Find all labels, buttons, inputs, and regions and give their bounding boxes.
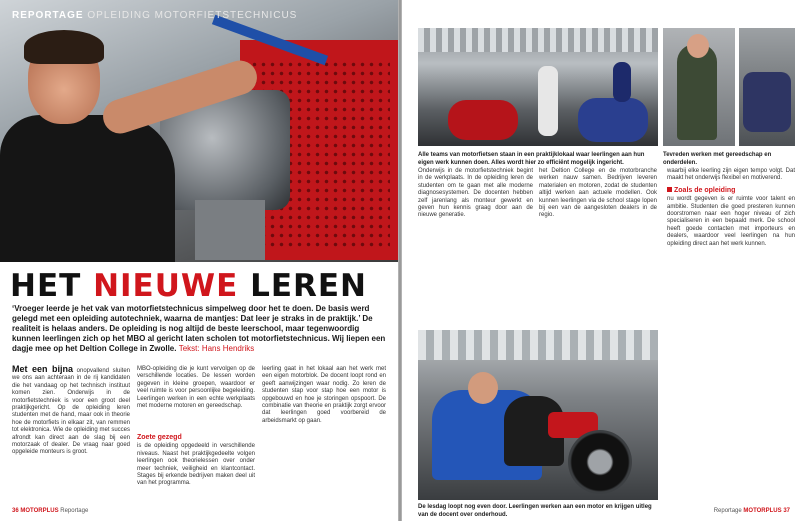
- motorcycle-detail: [743, 72, 791, 132]
- right-column-1: [418, 168, 533, 220]
- red-motorcycle: [448, 100, 518, 140]
- folio-right-section: Reportage: [713, 508, 742, 514]
- body-column-2b: [137, 430, 255, 488]
- motorcycle-wheel: [568, 430, 632, 494]
- folio-left-mag: MOTORPLUS: [20, 508, 59, 514]
- headline-word-1: HET: [10, 268, 82, 304]
- body-text-1: onopvallend sluiten we ons aan achteraan in de rij kandidaten die het vandaag op het technisch instituut komen zien. Onderwijs in de motorfietstechniek is voor een groot deel praktijkgericht. Op de opleiding leren studenten met de hand, maar ook in theorie hoe de motorfiets in elkaar zit, van remmen tot elektronica. Wie de opleiding met succes afrondt kan direct aan de slag bij een motorzaak of dealer. De vraag naar goed opgeleide monteurs is groot.: [12, 368, 130, 456]
- intro-text: ‘Vroeger leerde je het vak van motorfietstechnicus simpelweg door het te doen. De basis werd gelegd met een opleiding autotechniek, waarna de mantjes: Dat leer je straks in de praktijk.’ De realiteit is helaas anders. De opleiding is nog altijd de beste leerschool, maar tegenwoordig kunnen leerlingen zich op het MBO al gericht laten scholen tot motorfietstechnicus. Wij liepen een dagje mee op het Deltion College in Zwolle.: [12, 304, 386, 353]
- section-kicker: [12, 10, 297, 21]
- intro-paragraph: [12, 304, 387, 354]
- right-text-3b: nu wordt gegeven is er ruimte voor talent en ambitie. Studenten die goed presteren kunnen doorstromen naar een hoger niveau of zich specialiseren in een bepaald merk. De school heeft goede contacten met importeurs en dealers, waardoor veel leerlingen na hun opleiding direct aan het werk kunnen.: [667, 196, 795, 247]
- student-hair: [24, 30, 104, 64]
- blue-motorcycle: [578, 98, 648, 142]
- right-text-1: Onderwijs in de motorfietstechniek begint in de werkplaats. In de opleiding leren de studenten om te gaan met alle moderne diagnosesystemen. De docenten hebben zelf jarenlang als monteur gewerkt en geven hun kennis graag door aan de nieuwe generatie.: [418, 168, 533, 219]
- right-text-3: waarbij elke leerling zijn eigen tempo volgt. Dat maakt het onderwijs flexibel en motiverend.: [667, 168, 795, 182]
- teacher-figure: [538, 66, 558, 136]
- body-column-2: [137, 366, 255, 410]
- student-body: [0, 115, 175, 262]
- worker-head: [687, 34, 709, 58]
- folio-right-number: 37: [783, 508, 790, 514]
- folio-left-number: 36: [12, 508, 19, 514]
- body-column-1: [12, 366, 130, 457]
- right-column-2: [539, 168, 657, 220]
- right-column-3: [667, 168, 795, 248]
- engine-stand: [195, 200, 265, 260]
- worker-photo: [663, 28, 735, 146]
- classroom-photo: [418, 330, 658, 500]
- bullet-icon: [667, 187, 672, 192]
- caption-worker: Tevreden werken met gereedschap en onderdelen.: [663, 152, 772, 166]
- ceiling-lights-2: [418, 330, 658, 360]
- article-headline: [10, 268, 367, 304]
- student-head-2: [468, 372, 498, 404]
- folio-left: [12, 508, 88, 514]
- lead-in: Met een bijna: [12, 364, 73, 374]
- body-text-2: MBO-opleiding die je kunt vervolgen op de verschillende locaties. De lessen worden gegeven in kleine groepen, waardoor er veel ruimte is voor persoonlijke begeleiding. Leerlingen werken in een echte werkplaats met moderne motoren en gereedschap.: [137, 366, 255, 410]
- subheading-right-text: Zoals de opleiding: [674, 186, 736, 194]
- left-page: [0, 0, 398, 521]
- section-label: REPORTAGE: [12, 10, 84, 21]
- ceiling-lights: [418, 28, 658, 52]
- headline-word-3: LEREN: [250, 268, 367, 304]
- body-column-3: [262, 366, 386, 425]
- headline-word-2: NIEUWE: [93, 268, 239, 304]
- bike-photo: [739, 28, 795, 146]
- body-text-2b: is de opleiding opgedeeld in verschillende niveaus. Naast het praktijkgedeelte volgen leerlingen ook theorielessen over onder meer techniek, veiligheid en klantcontact. Stages bij erkende bedrijven maken deel uit van het programma.: [137, 443, 255, 487]
- folio-right-mag: MOTORPLUS: [743, 508, 782, 514]
- right-page: [402, 0, 800, 521]
- author-credit: Tekst: Hans Hendriks: [178, 344, 255, 353]
- body-text-3: leerling gaat in het lokaal aan het werk met een eigen motorblok. De docent loopt rond en geeft aanwijzingen waar nodig. Zo leren de studenten stap voor stap hoe een motor is opgebouwd en hoe je storingen opspoort. De combinatie van theorie en praktijk zorgt ervoor dat leerlingen goed voorbereid de arbeidsmarkt op gaan.: [262, 366, 386, 424]
- subheading-right: [667, 187, 795, 194]
- workshop-photo: [418, 28, 658, 146]
- subheading-left: Zoete gezegd: [137, 434, 182, 441]
- folio-right: [714, 508, 790, 514]
- folio-left-section: Reportage: [60, 508, 89, 514]
- caption-classroom: De lesdag loopt nog even door. Leerlingen werken aan een motor en krijgen uitleg van de docent over onderhoud.: [418, 504, 652, 518]
- right-text-2: het Deltion College en de motorbranche werken nauw samen. Bedrijven leveren materialen en motoren, zodat de studenten altijd werken aan actuele modellen. Ook kunnen leerlingen via de school stage lopen bij een van de aangesloten dealers in de regio.: [539, 168, 657, 219]
- caption-workshop: Alle teams van motorfietsen staan in een praktijklokaal waar leerlingen aan hun eigen werk kunnen doen. Alles wordt hier zo efficiënt mogelijk ingericht.: [418, 152, 645, 166]
- worker-figure: [677, 44, 717, 140]
- hero-photo: [0, 0, 398, 262]
- student-figure: [613, 62, 631, 102]
- topic-label: OPLEIDING MOTORFIETSTECHNICUS: [87, 10, 298, 21]
